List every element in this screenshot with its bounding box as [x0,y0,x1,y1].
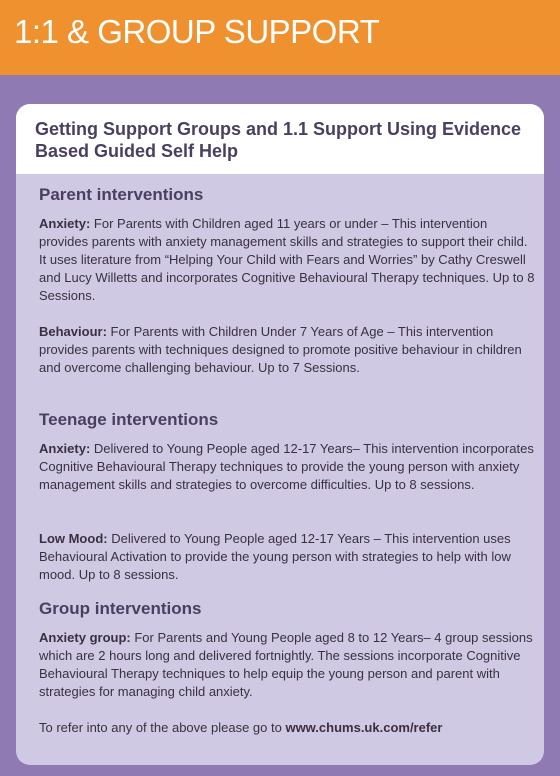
teen-low-mood-paragraph [39,530,536,584]
referral-link[interactable]: www.chums.uk.com/refer [285,720,443,735]
item-label: Low Mood: [39,531,108,546]
item-text: Delivered to Young People aged 12-17 Years – This intervention uses Behavioural Activation to provide the young person with strategies to help with low mood. Up to 8 sessions. [39,531,511,582]
item-text: Delivered to Young People aged 12-17 Years– This intervention incorporates Cognitive Behavioural Therapy techniques to provide the young person with anxiety management skills and strategies to overcome difficulties. Up to 8 sessions. [39,441,534,492]
section-heading-teenage: Teenage interventions [39,410,219,429]
referral-note [39,719,536,737]
section-heading-parent: Parent interventions [39,185,204,204]
item-text: For Parents with Children Under 7 Years of Age – This intervention provides parents with techniques designed to promote positive behaviour in children and overcome challenging behaviour. Up to 7 Sessions. [39,324,522,375]
item-label: Behaviour: [39,324,107,339]
support-card [16,104,544,765]
item-text: For Parents and Young People aged 8 to 12 Years– 4 group sessions which are 2 hours long and delivered fortnightly. The sessions incorporate Cognitive Behavioural Therapy techniques to help equip the young person and parent with strategies for managing child anxiety. [39,630,533,699]
item-label: Anxiety: [39,441,91,456]
parent-anxiety-paragraph [39,215,536,305]
group-anxiety-paragraph [39,629,536,701]
card-header [16,104,544,174]
teen-anxiety-paragraph [39,440,536,494]
card-title: Getting Support Groups and 1.1 Support Using Evidence Based Guided Self Help [35,119,522,161]
parent-behaviour-paragraph [39,323,536,377]
item-label: Anxiety: [39,216,91,231]
page-title: 1:1 & GROUP SUPPORT [14,13,380,50]
item-label: Anxiety group: [39,630,131,645]
header-banner [0,0,560,75]
referral-text: To refer into any of the above please go to [39,720,286,735]
item-text: For Parents with Children aged 11 years or under – This intervention provides parents with anxiety management skills and strategies to support their child. It uses literature from “Helping Your Child with Fears and Worries” by Cathy Creswell and Lucy Willetts and incorporates Cognitive Behavioural Therapy techniques. Up to 8 Sessions. [39,216,535,303]
section-heading-group: Group interventions [39,599,202,618]
